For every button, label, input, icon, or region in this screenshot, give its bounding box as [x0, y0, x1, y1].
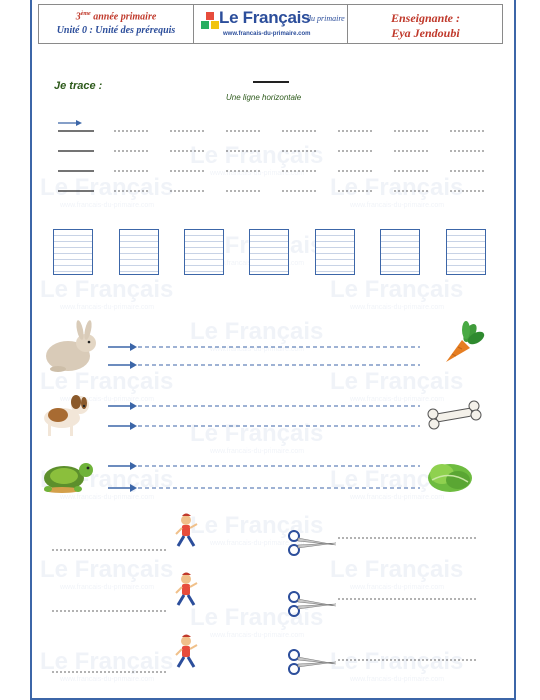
cutting-lines — [338, 538, 476, 660]
lettuce-icon — [428, 464, 472, 492]
logo-url: www.francais-du-primaire.com — [223, 31, 311, 37]
watermark: Le Français www.francais-du-primaire.com — [40, 368, 174, 403]
watermark: Le Français www.francais-du-primaire.com — [330, 174, 464, 209]
scissors-icon — [289, 592, 336, 616]
watermark: Le Français www.francais-du-primaire.com — [330, 648, 464, 683]
watermark: Le Français www.francais-du-primaire.com — [40, 556, 174, 591]
watermark: Le Français www.francais-du-primaire.com — [190, 512, 324, 547]
watermark: Le Français www.francais-du-primaire.com — [330, 556, 464, 591]
exercise-instruction: Je trace : — [54, 80, 103, 92]
start-arrow-icon — [108, 462, 137, 470]
watermark: Le Français www.francais-du-primaire.com — [330, 368, 464, 403]
watermark: Le Français www.francais-du-primaire.com — [40, 648, 174, 683]
watermark: Le Français www.francais-du-primaire.com — [190, 420, 324, 455]
runner-icon — [176, 514, 197, 547]
unit-title: Unité 0 : Unité des prérequis — [56, 25, 176, 36]
watermark: Le Français www.francais-du-primaire.com — [190, 604, 324, 639]
rabbit-icon — [46, 320, 96, 372]
teacher-label: Enseignante : — [390, 11, 460, 25]
watermark: Le Français www.francais-du-primaire.com — [190, 142, 324, 177]
start-arrow-icon — [108, 402, 137, 410]
logo-script: du primaire — [307, 14, 345, 23]
runner-trace-lines — [52, 550, 166, 672]
dashed-trace-lines — [138, 347, 420, 488]
start-arrow-icon — [108, 422, 137, 430]
start-arrow-icon — [108, 484, 137, 492]
model-label: Une ligne horizontale — [226, 93, 302, 102]
bone-icon — [428, 401, 481, 429]
watermark: Le Français www.francais-du-primaire.com — [190, 318, 324, 353]
watermark: Le Français www.francais-du-primaire.com — [330, 466, 464, 501]
teacher-name: Eya Jendoubi — [391, 26, 460, 40]
dog-icon — [44, 395, 89, 436]
start-arrow-icon — [108, 361, 137, 369]
watermark: Le Français www.francais-du-primaire.com — [40, 466, 174, 501]
carrot-icon — [446, 321, 486, 362]
scissors-icon — [289, 650, 336, 674]
runner-icon — [176, 635, 197, 668]
scissors-icon — [289, 531, 336, 555]
turtle-icon — [44, 463, 93, 493]
runner-icon — [176, 573, 197, 606]
grade-level: 3ème année primaire — [75, 11, 157, 23]
watermark: Le Français www.francais-du-primaire.com — [330, 276, 464, 311]
watermark: Le Français www.francais-du-primaire.com — [40, 174, 174, 209]
logo-text: Le Français — [219, 8, 311, 27]
watermark: Le Français www.francais-du-primaire.com — [40, 276, 174, 311]
start-arrow-icon — [108, 343, 137, 351]
